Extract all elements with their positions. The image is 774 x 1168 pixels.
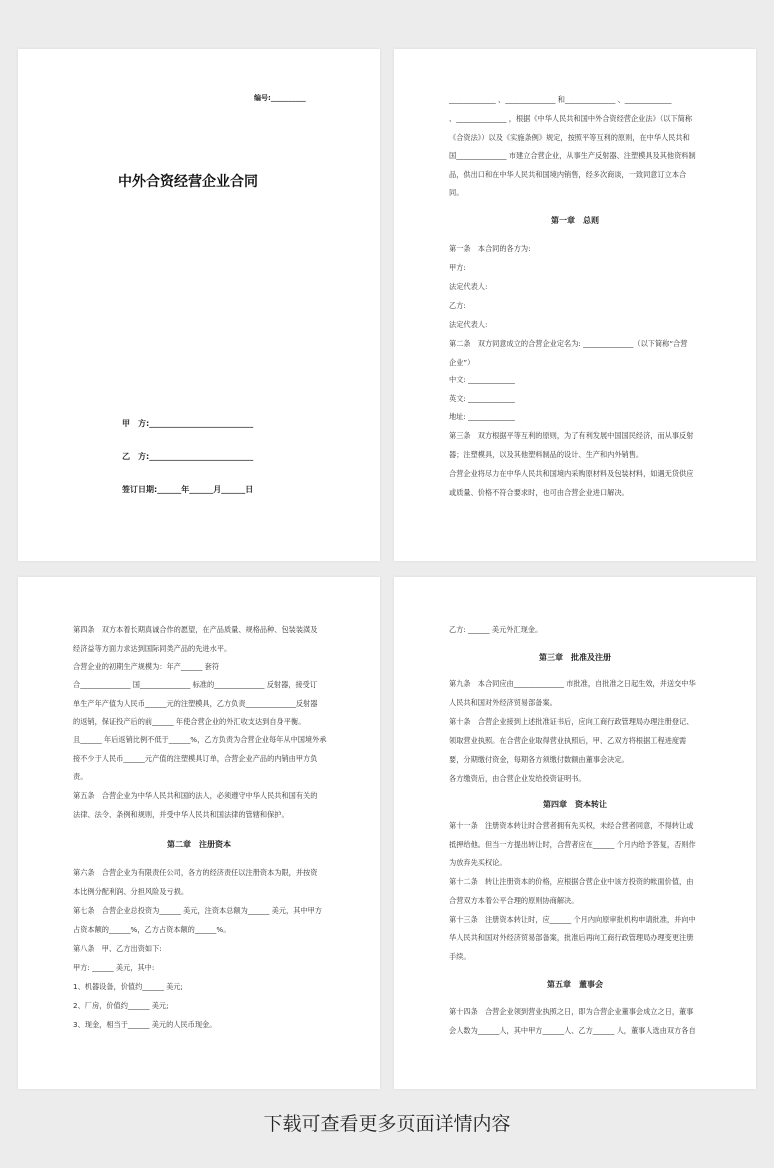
text-line: 合______________ 国______________ 标准的______________ 反射器，接受订 xyxy=(73,680,318,689)
text-line: 合营双方本着公平合理的原则协商解决。 xyxy=(449,896,579,905)
text-line: _____________ 、______________ 和______________ 、_____________ xyxy=(449,95,672,104)
text-line: 器；注塑模具，以及其他塑料制品的设计、生产和内外销售。 xyxy=(449,450,644,459)
contract-page-3 xyxy=(18,577,380,1089)
text-line: 法定代表人: xyxy=(449,320,488,329)
text-line: 第十二条 转让注册资本的价格，应根据合营企业中该方投资的帐面价值，由 xyxy=(449,877,694,886)
text-line: 责。 xyxy=(73,772,88,781)
text-line: 且______ 年后返销比例不低于______%，乙方负责为合营企业每年从中国境外承 xyxy=(73,735,327,744)
text-line: 经济益等方面力求达到国际同类产品的先进水平。 xyxy=(73,644,232,653)
text-line: 法定代表人: xyxy=(449,282,488,291)
party-b-line: 乙 方:__________________________ xyxy=(122,452,254,461)
text-line: 3、现金，相当于______ 美元的人民币现金。 xyxy=(73,1020,217,1029)
text-line: 第八条 甲、乙方出资如下: xyxy=(73,944,162,953)
text-line: 抵押给他。但当一方提出转让时，合营者应在______ 个月内给予答复，否则作 xyxy=(449,840,696,849)
text-line: 合营企业将尽力在中华人民共和国境内采购原材料及包装材料，如遇无货供应 xyxy=(449,469,694,478)
chapter-heading: 第一章 总则 xyxy=(551,216,599,225)
text-line: 乙方: xyxy=(449,301,466,310)
text-line: 、______________ ，根据《中华人民共和国中外合资经营企业法》（以下简称 xyxy=(449,114,693,123)
text-line: 中文: _____________ xyxy=(449,375,515,384)
text-line: 地址: _____________ xyxy=(449,412,515,421)
text-line: 英文: _____________ xyxy=(449,394,515,403)
text-line: 各方缴资后，由合营企业发给投资证明书。 xyxy=(449,774,586,783)
text-line: 国______________ 市建立合营企业，从事生产反射器、注塑模具及其他资料制 xyxy=(449,151,696,160)
sign-date-line: 签订日期:______年______月______日 xyxy=(122,485,254,494)
text-line: 第十条 合营企业接到上述批准证书后，应向工商行政管理局办理注册登记、 xyxy=(449,717,694,726)
text-line: 同。 xyxy=(449,188,464,197)
contract-page-2 xyxy=(394,49,756,561)
text-line: 第十四条 合营企业领到营业执照之日，即为合营企业董事会成立之日，董事 xyxy=(449,1007,694,1016)
contract-title: 中外合资经营企业合同 xyxy=(118,174,258,190)
text-line: 法律、法令、条例和规则，并受中华人民共和国法律的管辖和保护。 xyxy=(73,810,289,819)
text-line: 占资本额的______%，乙方占资本额的______%。 xyxy=(73,925,231,934)
chapter-heading: 第五章 董事会 xyxy=(547,980,603,989)
text-line: 本比例分配利润、分担风险及亏损。 xyxy=(73,887,189,896)
contract-number-label: 编号:__________ xyxy=(254,94,306,102)
text-line: 第六条 合营企业为有限责任公司，各方的经济责任以注册资本为限，并按资 xyxy=(73,868,318,877)
download-more-footer[interactable]: 下载可查看更多页面详情内容 xyxy=(263,1113,511,1135)
text-line: 第三条 双方根据平等互利的原则，为了有利发展中国国民经济，而从事反射 xyxy=(449,431,694,440)
text-line: 甲方: xyxy=(449,263,466,272)
text-line: 第四条 双方本着长期真诚合作的愿望，在产品质量、规格品种、包装装潢及 xyxy=(73,625,318,634)
text-line: 第十三条 注册资本转让时，应______ 个月内向原审批机构申请批准，并向中 xyxy=(449,915,696,924)
text-line: 第十一条 注册资本转让时合营者拥有先买权，未经合营者同意，不得转让或 xyxy=(449,821,694,830)
text-line: 第九条 本合同应由______________ 市批准，自批准之日起生效，并送交中华 xyxy=(449,679,696,688)
text-line: 单生产年产值为人民币______元的注塑模具，乙方负责______________反射器 xyxy=(73,699,318,708)
text-line: 乙方: ______ 美元外汇现金。 xyxy=(449,625,543,634)
party-a-line: 甲 方:__________________________ xyxy=(122,419,254,428)
text-line: 品，供出口和在中华人民共和国境内销售，经多次商谈，一致同意订立本合 xyxy=(449,170,687,179)
text-line: 手续。 xyxy=(449,952,471,961)
text-line: 人民共和国对外经济贸易部备案。 xyxy=(449,698,557,707)
text-line: 合营企业的初期生产规模为：年产______ 套符 xyxy=(73,662,220,671)
text-line: 《合资法》）以及《实施条例》规定，按照平等互利的原则，在中华人民共和 xyxy=(449,133,690,142)
text-line: 第五条 合营企业为中华人民共和国的法人，必须遵守中华人民共和国有关的 xyxy=(73,791,318,800)
text-line: 为放弃先买权论。 xyxy=(449,858,507,867)
text-line: 2、厂房，价值约______ 美元; xyxy=(73,1001,169,1010)
chapter-heading: 第三章 批准及注册 xyxy=(539,653,611,662)
text-line: 的返销，保证投产后的前______ 年使合营企业的外汇收支达到自身平衡。 xyxy=(73,717,306,726)
contract-cover-page xyxy=(18,49,380,561)
chapter-heading: 第二章 注册资本 xyxy=(167,840,231,849)
text-line: 要，分期缴付资金，每期各方须缴付数额由董事会决定。 xyxy=(449,755,629,764)
contract-page-4 xyxy=(394,577,756,1089)
text-line: 第七条 合营企业总投资为______ 美元，注资本总额为______ 美元，其中甲方 xyxy=(73,906,322,915)
chapter-heading: 第四章 资本转让 xyxy=(543,800,607,809)
text-line: 或质量、价格不符合要求时，也可由合营企业进口解决。 xyxy=(449,488,629,497)
text-line: 会人数为______人，其中甲方______人、乙方______ 人，董事人选由双方各自 xyxy=(449,1026,696,1035)
text-line: 华人民共和国对外经济贸易部备案，批准后再向工商行政管理局办理变更注册 xyxy=(449,933,694,942)
text-line: 第一条 本合同的各方为: xyxy=(449,244,531,253)
text-line: 企业”） xyxy=(449,358,475,367)
text-line: 第二条 双方同意成立的合营企业定名为: ______________（以下简称“合营 xyxy=(449,339,688,348)
text-line: 接不少于人民币______元产值的注塑模具订单，合营企业产品的内销由甲方负 xyxy=(73,754,318,763)
text-line: 1、机器设备，价值约______ 美元; xyxy=(73,982,183,991)
text-line: 领取营业执照。在合营企业取得营业执照后，甲、乙双方将根据工程进度需 xyxy=(449,736,687,745)
text-line: 甲方: ______ 美元，其中: xyxy=(73,963,155,972)
